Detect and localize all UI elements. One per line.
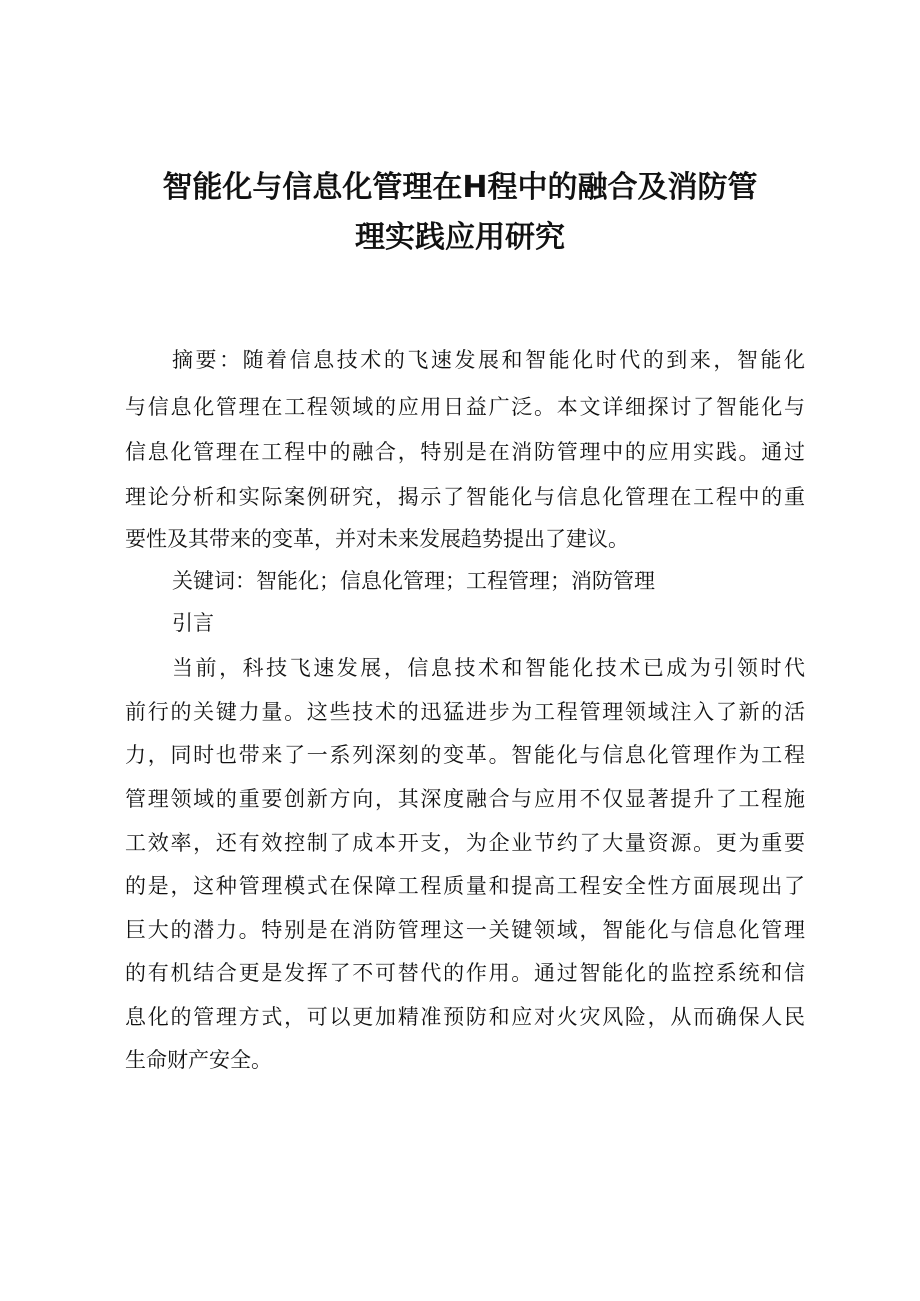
- intro-line: 的是，这种管理模式在保障工程质量和提高工程安全性方面展现出了: [125, 874, 805, 898]
- intro-line: 管理领域的重要创新方向，其深度融合与应用不仅显著提升了工程施: [125, 787, 805, 811]
- abstract-line: 理论分析和实际案例研究，揭示了智能化与信息化管理在工程中的重: [125, 485, 805, 509]
- abstract-line: 信息化管理在工程中的融合，特别是在消防管理中的应用实践。通过: [125, 440, 805, 464]
- abstract-line: 摘要：随着信息技术的飞速发展和智能化时代的到来，智能化: [172, 348, 805, 372]
- intro-line: 前行的关键力量。这些技术的迅猛进步为工程管理领域注入了新的活: [125, 700, 805, 724]
- intro-line: 生命财产安全。: [125, 1048, 272, 1072]
- intro-line: 工效率，还有效控制了成本开支，为企业节约了大量资源。更为重要: [125, 831, 805, 855]
- intro-line: 当前，科技飞速发展，信息技术和智能化技术已成为引领时代: [172, 656, 805, 680]
- document-title-line-1: 智能化与信息化管理在H程中的融合及消防管: [162, 170, 758, 205]
- section-heading-intro: 引言: [172, 611, 214, 635]
- abstract-line: 要性及其带来的变革，并对未来发展趋势提出了建议。: [125, 527, 629, 551]
- keywords-line: 关键词：智能化；信息化管理；工程管理；消防管理: [172, 569, 655, 593]
- intro-line: 的有机结合更是发挥了不可替代的作用。通过智能化的监控系统和信: [125, 961, 805, 985]
- document-title-line-2: 理实践应用研究: [355, 220, 565, 255]
- intro-line: 力，同时也带来了一系列深刻的变革。智能化与信息化管理作为工程: [125, 743, 805, 767]
- intro-line: 息化的管理方式，可以更加精准预防和应对火灾风险，从而确保人民: [125, 1005, 805, 1029]
- abstract-line: 与信息化管理在工程领域的应用日益广泛。本文详细探讨了智能化与: [125, 395, 805, 419]
- intro-line: 巨大的潜力。特别是在消防管理这一关键领域，智能化与信息化管理: [125, 918, 805, 942]
